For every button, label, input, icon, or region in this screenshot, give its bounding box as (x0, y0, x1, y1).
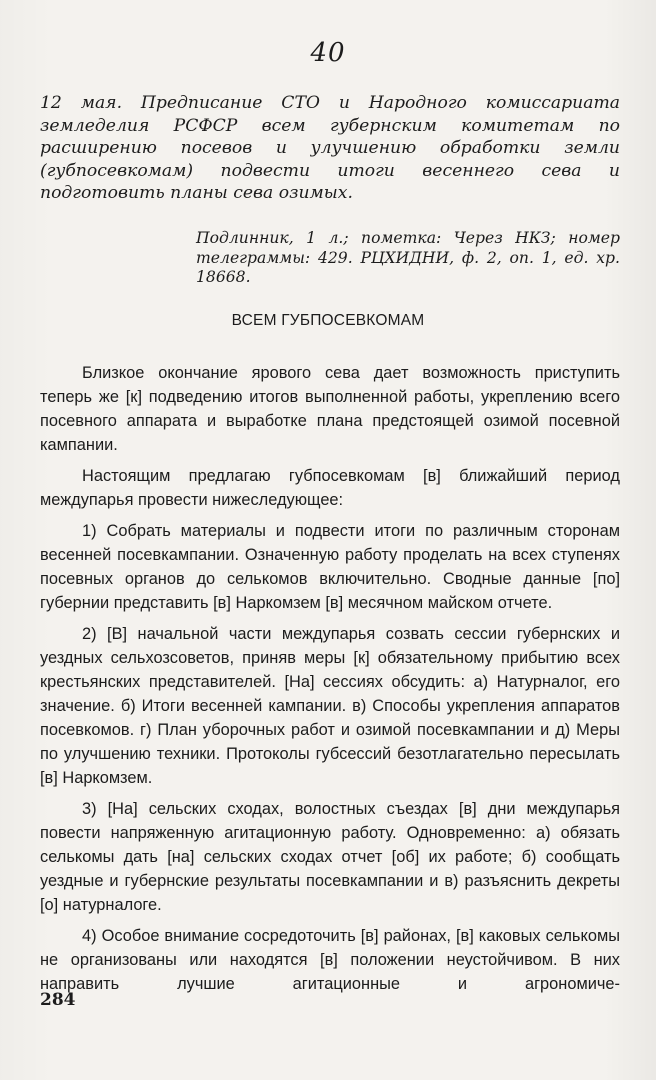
source-note: Подлинник, 1 л.; пометка: Через НКЗ; номер телеграммы: 429. РЦХИДНИ, ф. 2, оп. 1, ед. хр. 18668. (196, 229, 620, 287)
paragraph: 1) Собрать материалы и подвести итоги по различным сторонам весенней посевкампании. Означенную работу проделать на всех ступенях посевных органов до селькомов включительно. Сводные данные [по] губернии представить [в] Наркомзем [в] месячном майском отчете. (40, 522, 620, 612)
document-body (40, 361, 620, 1003)
paragraph: 3) [На] сельских сходах, волостных съездах [в] дни междупарья повести напряженную агитационную работу. Одновременно: а) обязать селькомы дать [на] сельских сходах отчет [об] их работе; б) сообщать уездные и губернские результаты посевкампании и в) разъяснить декреты [о] натурналоге. (40, 800, 620, 914)
paragraph: Настоящим предлагаю губпосевкомам [в] ближайший период междупарья провести нижеследующее: (40, 467, 620, 509)
paragraph: Близкое окончание ярового сева дает возможность приступить теперь же [к] подведению итогов выполненной работы, укреплению всего посевного аппарата и выработке плана предстоящей озимой посевной кампании. (40, 364, 620, 454)
address-line: ВСЕМ ГУБПОСЕВКОМАМ (231, 312, 425, 329)
document-heading: 12 мая. Предписание СТО и Народного комиссариата земледелия РСФСР всем губернским комитетам по расширению посевов и улучшению обработки земли (губпосевкомам) подвести итоги весеннего сева и подготовить планы сева озимых. (40, 93, 620, 204)
page-number: 284 (40, 990, 76, 1010)
document-number: 40 (310, 38, 346, 68)
paragraph: 4) Особое внимание сосредоточить [в] районах, [в] каковых селькомы не организованы или находятся [в] положении неустойчивом. В них направить лучшие агитационные и агрономиче- (40, 927, 620, 993)
paragraph: 2) [В] начальной части междупарья созвать сессии губернских и уездных сельхозсоветов, приняв меры [к] обязательному прибытию всех крестьянских представителей. [На] сессиях обсудить: а) Натурналог, его значение. б) Итоги весенней кампании. в) Способы укрепления аппаратов посевкомов. г) План уборочных работ и озимой посевкампании и д) Меры по улучшению техники. Протоколы губсессий безотлагательно пересылать [в] Наркомзем. (40, 625, 620, 787)
